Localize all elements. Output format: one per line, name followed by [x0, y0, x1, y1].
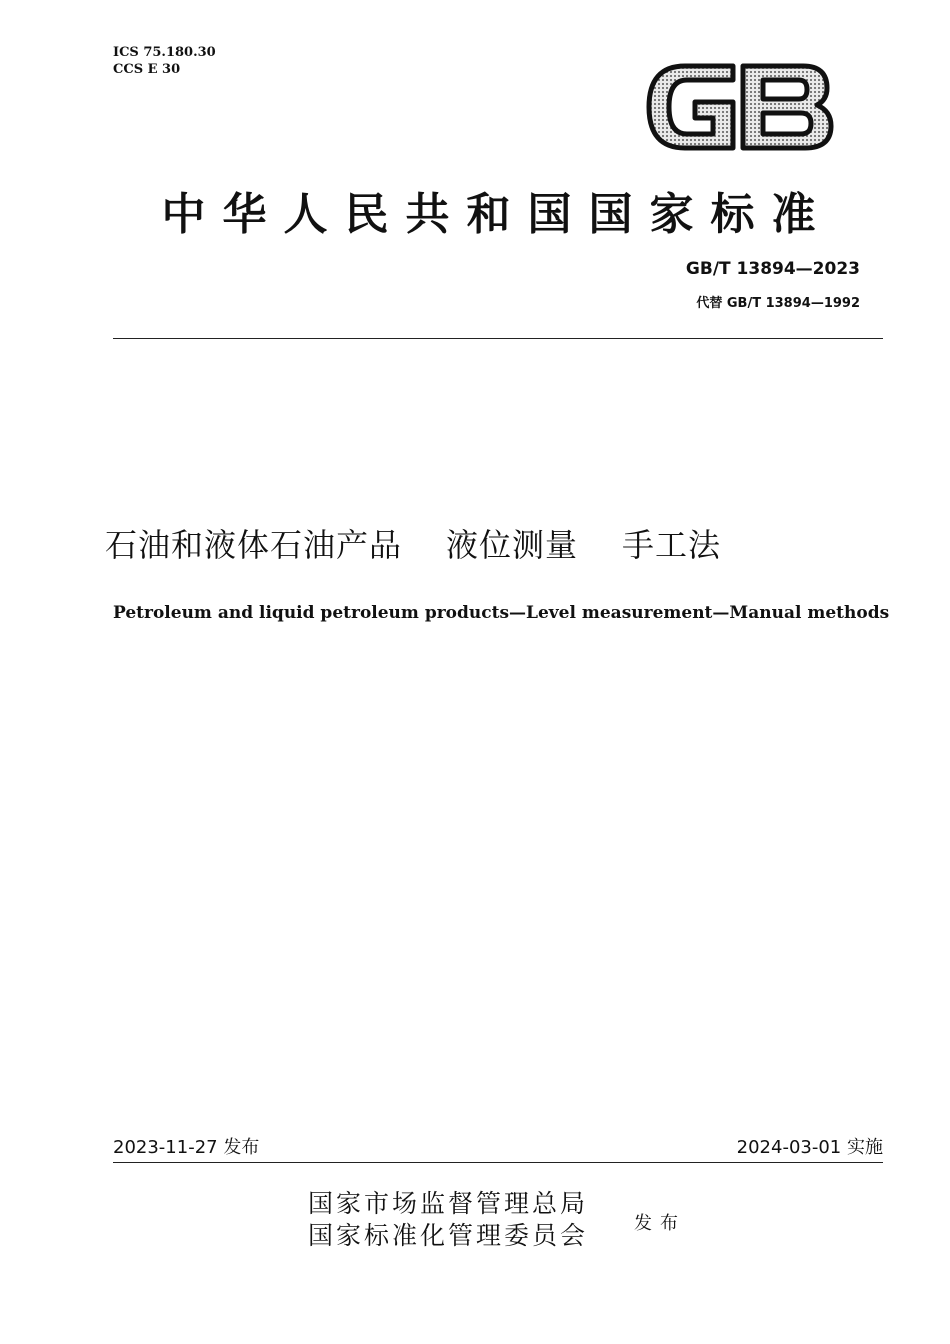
- issue-date: 2023-11-27 发布: [113, 1137, 260, 1158]
- ics-code: ICS 75.180.30: [113, 45, 216, 60]
- implementation-date: 2024-03-01 实施: [736, 1137, 883, 1158]
- national-standard-heading: 中华人民共和国国家标准: [161, 189, 833, 240]
- chinese-title-part: 液位测量: [446, 526, 579, 564]
- chinese-title: [105, 520, 895, 566]
- replaces-standard: 代替 GB/T 13894—1992: [696, 296, 860, 311]
- chinese-title-part: 石油和液体石油产品: [105, 526, 403, 564]
- header-divider: [113, 338, 883, 339]
- english-title: Petroleum and liquid petroleum products—Level measurement—Manual methods: [113, 603, 890, 623]
- classification-codes: [113, 44, 216, 78]
- issuer-name: 国家市场监督管理总局: [308, 1189, 589, 1218]
- chinese-title-part: 手工法: [622, 526, 722, 564]
- issuing-authorities: [308, 1188, 588, 1252]
- footer-divider: [113, 1162, 883, 1163]
- ccs-code: CCS E 30: [113, 62, 181, 77]
- gb-logo: [645, 58, 835, 156]
- publish-label: 发布: [634, 1213, 686, 1234]
- standard-number: GB/T 13894—2023: [685, 259, 860, 279]
- issuer-name: 国家标准化管理委员会: [308, 1221, 589, 1250]
